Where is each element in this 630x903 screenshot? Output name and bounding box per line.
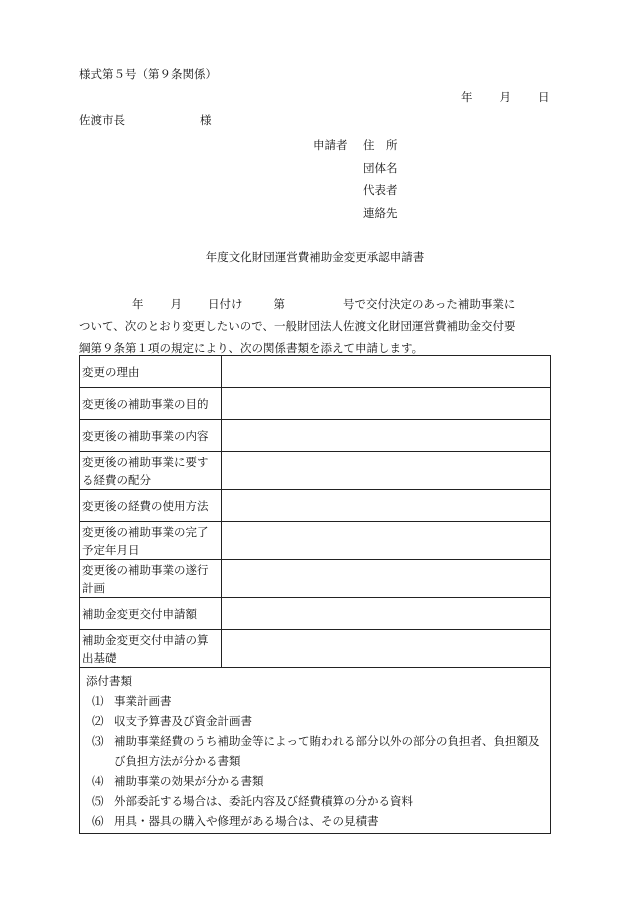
application-table: [79, 355, 551, 834]
intro-line-1: 年 月 日付け 第 号で交付決定のあった補助事業に: [132, 297, 516, 311]
table-row: [80, 490, 551, 522]
honorific: 様: [200, 113, 212, 127]
date-day: 日: [538, 90, 550, 104]
attachments-cell: [80, 668, 551, 834]
date-month: 月: [499, 90, 511, 104]
applicant-field-org: 団体名: [363, 160, 398, 175]
table-row: [80, 388, 551, 420]
row-value[interactable]: [222, 598, 551, 630]
attachment-item: ⑶ 補助事業経費のうち補助金等によって賄われる部分以外の部分の負担者、負担額及び負担方法が分かる書類: [92, 734, 540, 768]
attachment-item: ⑵ 収支予算書及び資金計画書: [92, 714, 252, 728]
row-label: 補助金変更交付申請額: [80, 598, 222, 630]
attachment-item: ⑷ 補助事業の効果が分かる書類: [92, 774, 264, 788]
row-label: 変更後の補助事業の内容: [80, 420, 222, 452]
table-row: [80, 452, 551, 490]
date-line: [461, 89, 550, 105]
applicant-block: [313, 134, 398, 224]
table-row: [80, 420, 551, 452]
row-label: 変更後の経費の使用方法: [80, 490, 222, 522]
row-value[interactable]: [222, 452, 551, 490]
table-row: [80, 356, 551, 388]
row-value[interactable]: [222, 388, 551, 420]
row-value[interactable]: [222, 630, 551, 668]
applicant-field-rep: 代表者: [363, 183, 398, 197]
row-label: 変更後の補助事業の遂行計画: [80, 560, 222, 598]
table-row: [80, 630, 551, 668]
row-label: 補助金変更交付申請の算出基礎: [80, 630, 222, 668]
date-year: 年: [461, 90, 473, 104]
intro-line-2: ついて、次のとおり変更したいので、一般財団法人佐渡文化財団運営費補助金交付要: [79, 319, 516, 333]
attachment-item: ⑴ 事業計画書: [92, 694, 172, 708]
row-label: 変更後の補助事業の目的: [80, 388, 222, 420]
attachments-heading: 添付書類: [86, 674, 132, 688]
row-value[interactable]: [222, 490, 551, 522]
row-label: 変更後の補助事業に要する経費の配分: [80, 452, 222, 490]
attachments-row: [80, 668, 551, 834]
row-label: 変更の理由: [80, 356, 222, 388]
table-row: [80, 560, 551, 598]
addressee-name: 佐渡市長: [79, 113, 125, 127]
applicant-field-address: 住 所: [363, 138, 398, 152]
form-number: 様式第５号（第９条関係）: [79, 67, 217, 81]
row-value[interactable]: [222, 420, 551, 452]
applicant-field-contact: 連絡先: [363, 205, 398, 220]
document-title: 年度文化財団運営費補助金変更承認申請書: [205, 250, 425, 264]
attachment-item: ⑸ 外部委託する場合は、委託内容及び経費積算の分かる資料: [92, 794, 413, 808]
table-row: [80, 598, 551, 630]
row-value[interactable]: [222, 560, 551, 598]
applicant-role: 申請者: [313, 138, 348, 152]
row-label: 変更後の補助事業の完了予定年月日: [80, 522, 222, 560]
intro-paragraph: [79, 293, 551, 359]
row-value[interactable]: [222, 522, 551, 560]
row-value[interactable]: [222, 356, 551, 388]
attachment-item: ⑹ 用具・器具の購入や修理がある場合は、その見積書: [92, 814, 379, 828]
table-row: [80, 522, 551, 560]
intro-line-3: 綱第９条第１項の規定により、次の関係書類を添えて申請します。: [79, 341, 424, 355]
addressee: [79, 112, 212, 128]
